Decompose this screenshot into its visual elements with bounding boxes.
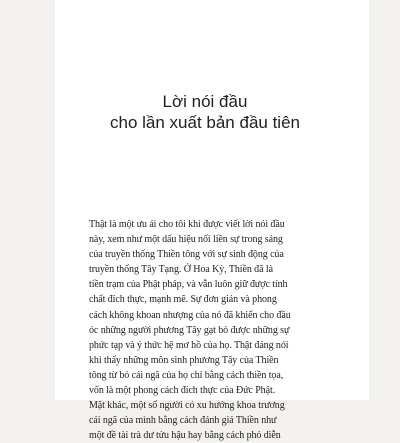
body-line: này, xem như một dấu hiệu nối liền sự trong sáng — [89, 234, 283, 246]
body-line: cách không khoan nhượng của nó đã khiến cho đầu — [89, 309, 291, 321]
book-page — [55, 0, 369, 442]
body-paragraph — [89, 217, 371, 443]
body-line: Mặt khác, một số người có xu hướng khoa trương — [89, 400, 285, 412]
body-line: một đề tài trà dư tửu hậu hay bằng cách phỏ diễn — [89, 430, 281, 442]
body-line: truyền thống Tây Tạng. Ở Hoa Kỳ, Thiền đã là — [89, 264, 273, 276]
body-line: tiền trạm của Phật pháp, và vẫn luôn giữ được tính — [89, 279, 288, 291]
heading-line-2: cho lần xuất bản đầu tiên — [110, 113, 300, 132]
body-line: óc những người phương Tây gạt bỏ được những sự — [89, 324, 290, 336]
body-line: vốn là một phong cách đích thực của Đức Phật. — [89, 385, 276, 397]
body-line: khi thấy những môn sinh phương Tây của Thiền — [89, 354, 279, 366]
body-line: của truyền thống Thiền tông với sự sinh động của — [89, 249, 284, 261]
body-line: Thật là một ưu ái cho tôi khi được viết lời nói đầu — [89, 219, 285, 230]
body-line: chất đích thực, mạnh mẽ. Sự đơn giản và phong — [89, 294, 277, 306]
body-line: phức tạp và ý thức hệ mơ hồ của họ. Thật đáng nói — [89, 339, 289, 351]
heading-line-1: Lời nói đầu — [162, 92, 248, 111]
body-line: tông từ bỏ cái ngã của họ chỉ bằng cách thiền tọa, — [89, 369, 284, 381]
body-line: cái ngã của mình bằng cách đánh giá Thiền như — [89, 415, 277, 427]
